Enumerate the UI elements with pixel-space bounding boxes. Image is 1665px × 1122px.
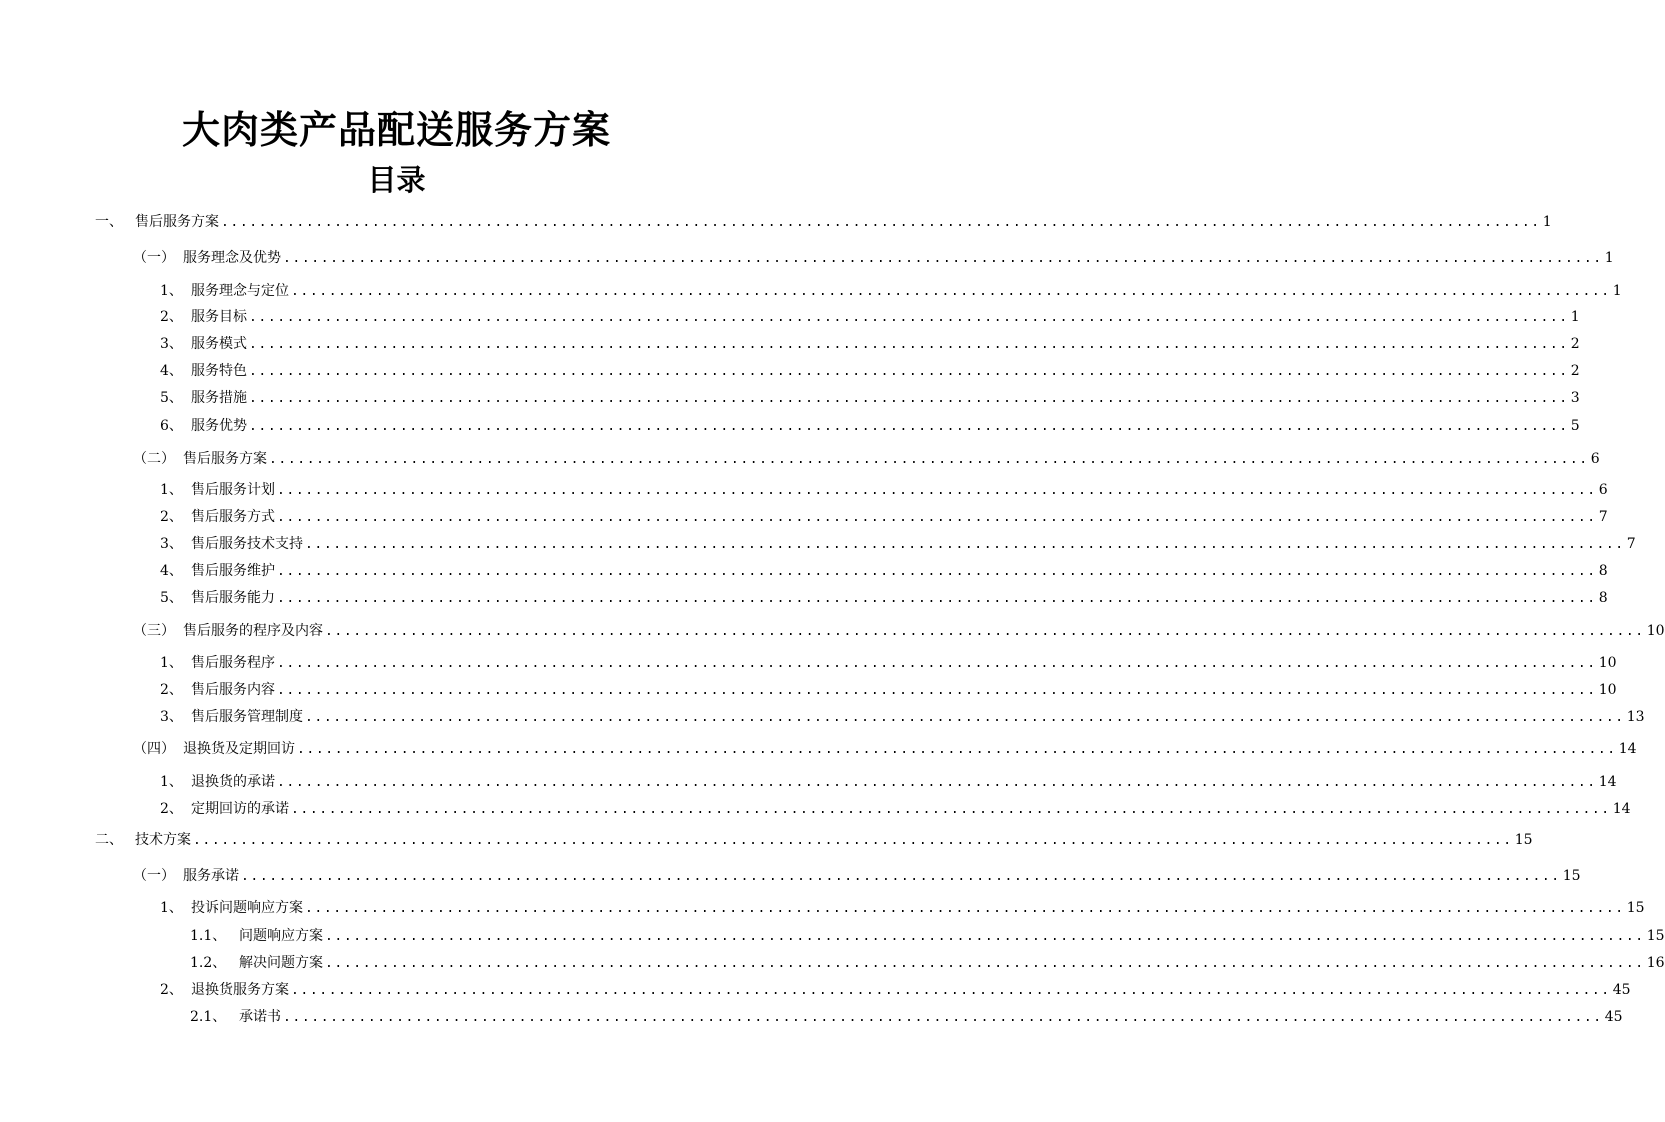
- toc-entry-title: 售后服务技术支持: [191, 536, 303, 552]
- toc-entry-title: 服务特色: [191, 363, 247, 379]
- toc-entry-page: 1: [1604, 250, 1614, 266]
- toc-leader-dots: ............................................................................................................................................: [193, 833, 1513, 848]
- toc-leader-dots: ............................................................................................................................................: [297, 742, 1617, 757]
- toc-entry-page: 5: [1570, 418, 1580, 434]
- toc-entry-page: 10: [1598, 682, 1617, 698]
- document-title: 大肉类产品配送服务方案: [181, 107, 611, 152]
- toc-entry[interactable]: [95, 211, 1552, 233]
- toc-entry-number: 2、: [160, 509, 183, 525]
- toc-entry[interactable]: [160, 306, 1580, 328]
- toc-entry-page: 45: [1612, 982, 1631, 998]
- toc-leader-dots: ............................................................................................................................................: [283, 1010, 1603, 1025]
- toc-entry-number: 3、: [160, 536, 183, 552]
- toc-entry[interactable]: [133, 448, 1600, 470]
- toc-leader-dots: ............................................................................................................................................: [221, 215, 1541, 230]
- toc-entry-page: 15: [1562, 868, 1581, 884]
- toc-entry-page: 1: [1570, 309, 1580, 325]
- toc-entry-page: 3: [1570, 390, 1580, 406]
- toc-leader-dots: ............................................................................................................................................: [325, 624, 1645, 639]
- toc-entry[interactable]: [160, 387, 1580, 409]
- toc-leader-dots: ............................................................................................................................................: [277, 683, 1597, 698]
- toc-entry[interactable]: [160, 479, 1608, 501]
- toc-entry-number: 6、: [160, 418, 183, 434]
- toc-entry[interactable]: [160, 652, 1617, 674]
- toc-entry-title: 投诉问题响应方案: [191, 900, 303, 916]
- toc-entry-page: 45: [1604, 1009, 1623, 1025]
- toc-entry-page: 15: [1646, 928, 1665, 944]
- toc-entry-title: 退换货及定期回访: [183, 741, 295, 757]
- toc-leader-dots: ............................................................................................................................................: [277, 510, 1597, 525]
- toc-entry[interactable]: [133, 865, 1581, 887]
- toc-entry[interactable]: [160, 533, 1636, 555]
- toc-entry-title: 售后服务维护: [191, 563, 275, 579]
- toc-entry[interactable]: [160, 560, 1608, 582]
- toc-entry-number: 二、: [95, 832, 123, 848]
- toc-entry-page: 15: [1626, 900, 1645, 916]
- toc-entry[interactable]: [190, 925, 1665, 947]
- toc-entry-title: 售后服务方式: [191, 509, 275, 525]
- toc-entry-number: 4、: [160, 363, 183, 379]
- toc-entry-title: 售后服务的程序及内容: [183, 623, 323, 639]
- toc-entry[interactable]: [160, 415, 1580, 437]
- toc-entry[interactable]: [133, 620, 1665, 642]
- toc-entry[interactable]: [160, 280, 1622, 302]
- toc-leader-dots: ............................................................................................................................................: [277, 483, 1597, 498]
- toc-entry[interactable]: [160, 798, 1631, 820]
- toc-entry-number: 1.1、: [190, 928, 227, 944]
- toc-entry-number: 2、: [160, 682, 183, 698]
- toc-entry-number: （一）: [133, 868, 175, 884]
- toc-entry-title: 售后服务内容: [191, 682, 275, 698]
- toc-entry[interactable]: [160, 979, 1631, 1001]
- toc-entry-number: 一、: [95, 214, 123, 230]
- toc-entry-title: 技术方案: [135, 832, 191, 848]
- toc-heading: 目录: [367, 163, 426, 197]
- toc-entry-title: 定期回访的承诺: [191, 801, 289, 817]
- toc-entry-number: （二）: [133, 451, 175, 467]
- toc-entry-title: 服务模式: [191, 336, 247, 352]
- toc-entry-title: 售后服务管理制度: [191, 709, 303, 725]
- toc-entry-title: 承诺书: [239, 1009, 281, 1025]
- toc-leader-dots: ............................................................................................................................................: [241, 869, 1561, 884]
- toc-entry-number: （一）: [133, 250, 175, 266]
- toc-leader-dots: ............................................................................................................................................: [305, 537, 1625, 552]
- toc-entry-number: 1、: [160, 900, 183, 916]
- toc-entry[interactable]: [160, 679, 1617, 701]
- toc-entry[interactable]: [160, 360, 1580, 382]
- toc-entry-title: 服务目标: [191, 309, 247, 325]
- toc-entry-page: 2: [1570, 363, 1580, 379]
- toc-entry-title: 退换货服务方案: [191, 982, 289, 998]
- toc-entry-number: 3、: [160, 709, 183, 725]
- toc-entry-title: 售后服务能力: [191, 590, 275, 606]
- toc-entry-number: （三）: [133, 623, 175, 639]
- toc-entry-number: 2、: [160, 982, 183, 998]
- toc-leader-dots: ............................................................................................................................................: [277, 775, 1597, 790]
- toc-entry-page: 1: [1542, 214, 1552, 230]
- toc-entry-page: 14: [1618, 741, 1637, 757]
- toc-entry-page: 14: [1612, 801, 1631, 817]
- toc-entry-number: 1、: [160, 283, 183, 299]
- toc-entry-page: 6: [1598, 482, 1608, 498]
- toc-leader-dots: ............................................................................................................................................: [291, 284, 1611, 299]
- toc-entry[interactable]: [133, 247, 1614, 269]
- toc-leader-dots: ............................................................................................................................................: [249, 337, 1569, 352]
- toc-entry[interactable]: [95, 829, 1533, 851]
- toc-entry-title: 售后服务程序: [191, 655, 275, 671]
- toc-entry[interactable]: [160, 333, 1580, 355]
- toc-entry-page: 13: [1626, 709, 1645, 725]
- toc-entry-number: 5、: [160, 390, 183, 406]
- toc-entry-number: 2、: [160, 801, 183, 817]
- toc-entry[interactable]: [160, 897, 1645, 919]
- toc-entry-page: 2: [1570, 336, 1580, 352]
- toc-leader-dots: ............................................................................................................................................: [277, 564, 1597, 579]
- toc-entry-page: 7: [1598, 509, 1608, 525]
- toc-entry[interactable]: [190, 1006, 1623, 1028]
- toc-entry-title: 问题响应方案: [239, 928, 323, 944]
- toc-entry-page: 6: [1590, 451, 1600, 467]
- toc-entry-page: 10: [1646, 623, 1665, 639]
- toc-leader-dots: ............................................................................................................................................: [305, 901, 1625, 916]
- toc-entry-title: 服务优势: [191, 418, 247, 434]
- toc-entry-page: 10: [1598, 655, 1617, 671]
- toc-entry-title: 服务理念及优势: [183, 250, 281, 266]
- toc-entry-title: 服务理念与定位: [191, 283, 289, 299]
- toc-entry-number: 4、: [160, 563, 183, 579]
- toc-entry-number: 1.2、: [190, 955, 227, 971]
- toc-entry-title: 服务承诺: [183, 868, 239, 884]
- toc-entry[interactable]: [190, 952, 1665, 974]
- toc-leader-dots: ............................................................................................................................................: [325, 929, 1645, 944]
- toc-entry[interactable]: [133, 738, 1637, 760]
- toc-entry-number: 3、: [160, 336, 183, 352]
- toc-entry-page: 1: [1612, 283, 1622, 299]
- toc-entry-page: 7: [1626, 536, 1636, 552]
- toc-entry-number: 2、: [160, 309, 183, 325]
- toc-entry-title: 售后服务方案: [183, 451, 267, 467]
- toc-entry-page: 16: [1646, 955, 1665, 971]
- toc-entry-number: 5、: [160, 590, 183, 606]
- toc-leader-dots: ............................................................................................................................................: [249, 310, 1569, 325]
- toc-entry[interactable]: [160, 771, 1617, 793]
- toc-entry-title: 售后服务计划: [191, 482, 275, 498]
- toc-leader-dots: ............................................................................................................................................: [305, 710, 1625, 725]
- toc-leader-dots: ............................................................................................................................................: [249, 391, 1569, 406]
- toc-entry-number: 1、: [160, 655, 183, 671]
- toc-entry-title: 售后服务方案: [135, 214, 219, 230]
- toc-leader-dots: ............................................................................................................................................: [249, 419, 1569, 434]
- toc-leader-dots: ............................................................................................................................................: [277, 656, 1597, 671]
- toc-entry-page: 15: [1514, 832, 1533, 848]
- toc-entry-number: 1、: [160, 482, 183, 498]
- toc-entry-title: 服务措施: [191, 390, 247, 406]
- toc-leader-dots: ............................................................................................................................................: [269, 452, 1589, 467]
- toc-leader-dots: ............................................................................................................................................: [291, 802, 1611, 817]
- toc-entry-page: 8: [1598, 590, 1608, 606]
- toc-entry-number: 2.1、: [190, 1009, 227, 1025]
- toc-entry[interactable]: [160, 587, 1608, 609]
- toc-leader-dots: ............................................................................................................................................: [277, 591, 1597, 606]
- toc-entry-number: （四）: [133, 741, 175, 757]
- toc-leader-dots: ............................................................................................................................................: [325, 956, 1645, 971]
- toc-entry-number: 1、: [160, 774, 183, 790]
- toc-entry-page: 8: [1598, 563, 1608, 579]
- toc-leader-dots: ............................................................................................................................................: [249, 364, 1569, 379]
- toc-entry-page: 14: [1598, 774, 1617, 790]
- toc-entry-title: 解决问题方案: [239, 955, 323, 971]
- toc-entry-title: 退换货的承诺: [191, 774, 275, 790]
- toc-leader-dots: ............................................................................................................................................: [291, 983, 1611, 998]
- toc-entry[interactable]: [160, 506, 1608, 528]
- toc-leader-dots: ............................................................................................................................................: [283, 251, 1603, 266]
- toc-entry[interactable]: [160, 706, 1645, 728]
